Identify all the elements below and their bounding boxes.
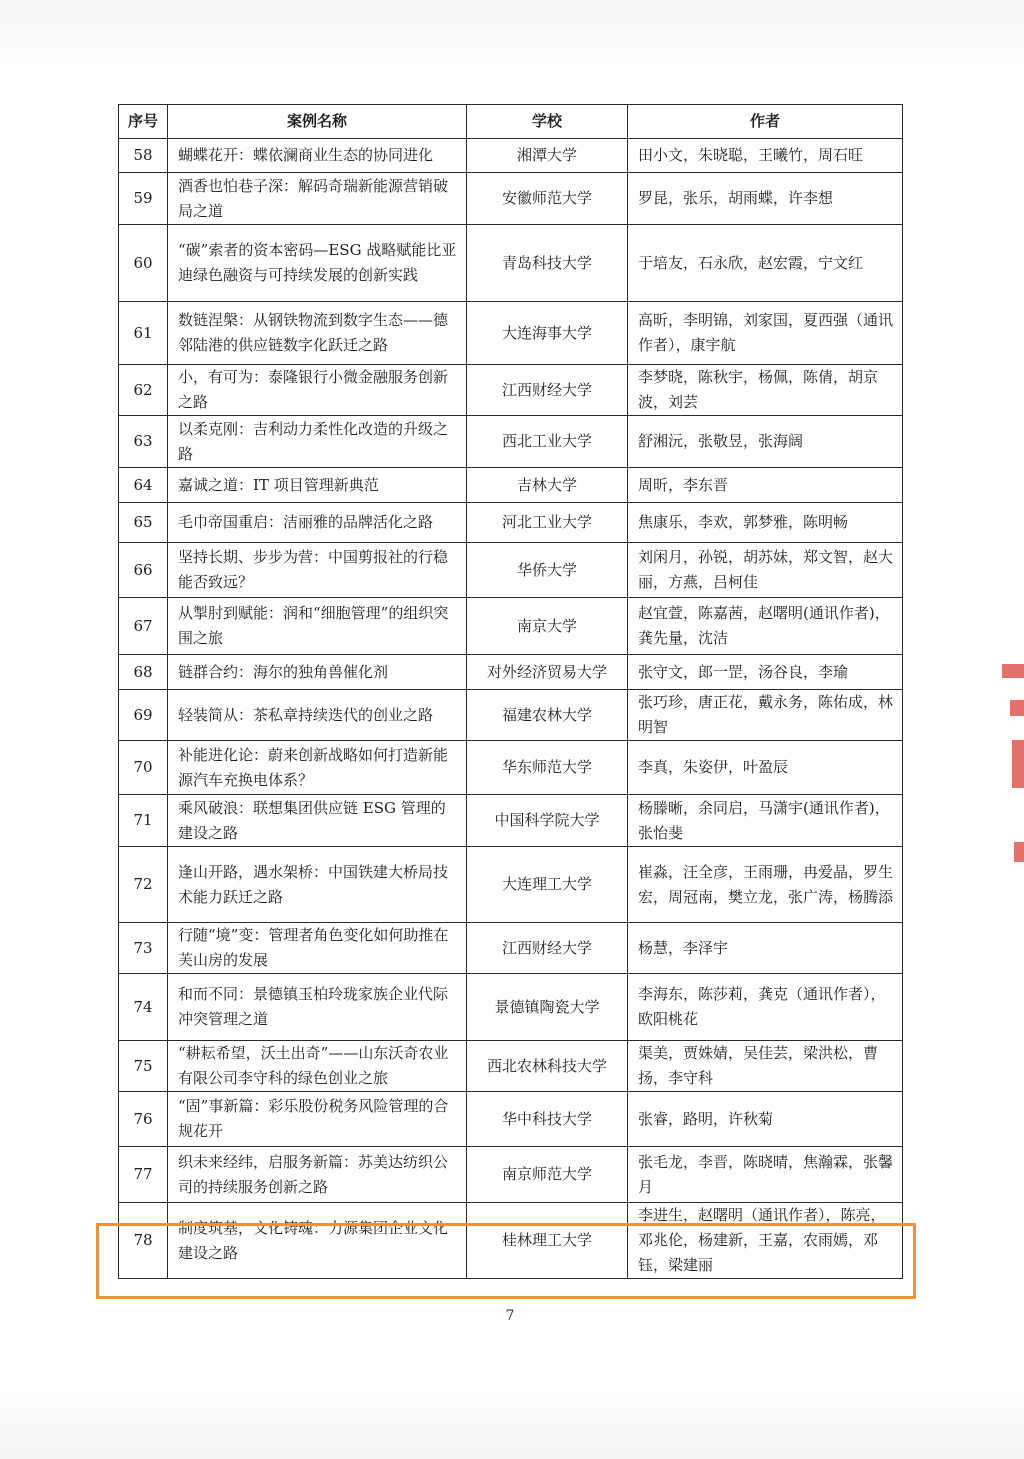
cell-authors: 周昕，李东晋 bbox=[628, 468, 903, 503]
cell-school: 华中科技大学 bbox=[467, 1092, 628, 1147]
cell-school: 河北工业大学 bbox=[467, 503, 628, 543]
cell-authors: 杨慧，李泽宇 bbox=[628, 923, 903, 974]
cell-no: 76 bbox=[119, 1092, 168, 1147]
cell-authors: 杨滕晰，余同启，马潇宇(通讯作者)，张怡斐 bbox=[628, 795, 903, 847]
cell-case-name: 蝴蝶花开：蝶依澜商业生态的协同进化 bbox=[168, 139, 467, 173]
table-row bbox=[119, 173, 903, 225]
cell-case-name: 和而不同：景德镇玉柏玲珑家族企业代际冲突管理之道 bbox=[168, 974, 467, 1041]
cell-case-name: 链群合约：海尔的独角兽催化剂 bbox=[168, 655, 467, 690]
cell-school: 华东师范大学 bbox=[467, 741, 628, 795]
cell-authors: 李进生，赵曙明（通讯作者），陈亮，邓兆伦，杨建新，王嘉，农雨嫣，邓钰，梁建丽 bbox=[628, 1203, 903, 1279]
cell-no: 73 bbox=[119, 923, 168, 974]
cell-no: 68 bbox=[119, 655, 168, 690]
cell-school: 福建农林大学 bbox=[467, 690, 628, 741]
cell-case-name: “耕耘希望，沃土出奇”——山东沃奇农业有限公司李守科的绿色创业之旅 bbox=[168, 1041, 467, 1092]
cell-school: 西北工业大学 bbox=[467, 416, 628, 468]
cell-school: 大连海事大学 bbox=[467, 302, 628, 365]
cell-no: 63 bbox=[119, 416, 168, 468]
table-row bbox=[119, 923, 903, 974]
cell-no: 61 bbox=[119, 302, 168, 365]
cell-no: 70 bbox=[119, 741, 168, 795]
cell-case-name: 逢山开路，遇水架桥：中国铁建大桥局技术能力跃迁之路 bbox=[168, 847, 467, 923]
cell-no: 58 bbox=[119, 139, 168, 173]
table-row bbox=[119, 468, 903, 503]
cell-school: 江西财经大学 bbox=[467, 923, 628, 974]
table-row bbox=[119, 302, 903, 365]
cell-authors: 赵宜萱，陈嘉茜，赵曙明(通讯作者)，龚先量，沈洁 bbox=[628, 598, 903, 655]
cell-case-name: 行随“境”变：管理者角色变化如何助推在芙山房的发展 bbox=[168, 923, 467, 974]
cell-authors: 于培友，石永欣，赵宏霞，宁文红 bbox=[628, 225, 903, 302]
cell-case-name: 以柔克刚：吉利动力柔性化改造的升级之路 bbox=[168, 416, 467, 468]
cell-no: 65 bbox=[119, 503, 168, 543]
cell-school: 安徽师范大学 bbox=[467, 173, 628, 225]
cell-school: 桂林理工大学 bbox=[467, 1203, 628, 1279]
header-school: 学校 bbox=[467, 105, 628, 139]
cell-authors: 李海东，陈莎莉，龚克（通讯作者），欧阳桃花 bbox=[628, 974, 903, 1041]
table-row bbox=[119, 225, 903, 302]
cell-no: 75 bbox=[119, 1041, 168, 1092]
cell-school: 西北农林科技大学 bbox=[467, 1041, 628, 1092]
cell-authors: 张睿，路明，许秋菊 bbox=[628, 1092, 903, 1147]
cell-no: 64 bbox=[119, 468, 168, 503]
cell-no: 67 bbox=[119, 598, 168, 655]
cell-school: 中国科学院大学 bbox=[467, 795, 628, 847]
cell-no: 77 bbox=[119, 1147, 168, 1203]
cell-case-name: 酒香也怕巷子深：解码奇瑞新能源营销破局之道 bbox=[168, 173, 467, 225]
cell-school: 景德镇陶瓷大学 bbox=[467, 974, 628, 1041]
cell-case-name: 乘风破浪：联想集团供应链 ESG 管理的建设之路 bbox=[168, 795, 467, 847]
cell-school: 吉林大学 bbox=[467, 468, 628, 503]
cell-school: 南京大学 bbox=[467, 598, 628, 655]
cell-no: 72 bbox=[119, 847, 168, 923]
red-stamp-edge-mark bbox=[1002, 664, 1024, 678]
table-row bbox=[119, 1147, 903, 1203]
cell-no: 71 bbox=[119, 795, 168, 847]
cell-school: 江西财经大学 bbox=[467, 365, 628, 416]
cell-school: 青岛科技大学 bbox=[467, 225, 628, 302]
case-list-table bbox=[118, 104, 903, 1279]
cell-authors: 高昕，李明锦，刘家国，夏西强（通讯作者），康宇航 bbox=[628, 302, 903, 365]
cell-authors: 罗昆，张乐，胡雨蝶，许李想 bbox=[628, 173, 903, 225]
table-row bbox=[119, 795, 903, 847]
red-stamp-edge-mark bbox=[1012, 740, 1024, 788]
table-row bbox=[119, 1203, 903, 1279]
red-stamp-edge-mark bbox=[1014, 842, 1024, 862]
cell-authors: 李梦晓，陈秋宇，杨佩，陈倩，胡京波，刘芸 bbox=[628, 365, 903, 416]
cell-school: 对外经济贸易大学 bbox=[467, 655, 628, 690]
table-row bbox=[119, 139, 903, 173]
cell-case-name: 从掣肘到赋能：润和“细胞管理”的组织突围之旅 bbox=[168, 598, 467, 655]
cell-case-name: 小，有可为：泰隆银行小微金融服务创新之路 bbox=[168, 365, 467, 416]
cell-authors: 田小文，朱晓聪，王曦竹，周石旺 bbox=[628, 139, 903, 173]
cell-authors: 崔淼，汪全彦，王雨珊，冉爱晶，罗生宏，周冠南，樊立龙，张广涛，杨腾添 bbox=[628, 847, 903, 923]
header-case-name: 案例名称 bbox=[168, 105, 467, 139]
cell-school: 湘潭大学 bbox=[467, 139, 628, 173]
cell-authors: 李真，朱姿伊，叶盈辰 bbox=[628, 741, 903, 795]
table-row bbox=[119, 1092, 903, 1147]
cell-authors: 张巧珍，唐正花，戴永务，陈佑成，林明智 bbox=[628, 690, 903, 741]
cell-case-name: “固”事新篇：彩乐股份税务风险管理的合规花开 bbox=[168, 1092, 467, 1147]
case-list-table-container bbox=[118, 104, 902, 1279]
table-header-row bbox=[119, 105, 903, 139]
cell-school: 华侨大学 bbox=[467, 543, 628, 598]
header-no: 序号 bbox=[119, 105, 168, 139]
cell-case-name: 制度筑基，文化铸魂：力源集团企业文化建设之路 bbox=[168, 1203, 467, 1279]
cell-case-name: 数链涅槃：从钢铁物流到数字生态——德邻陆港的供应链数字化跃迁之路 bbox=[168, 302, 467, 365]
cell-no: 62 bbox=[119, 365, 168, 416]
cell-no: 66 bbox=[119, 543, 168, 598]
table-row bbox=[119, 543, 903, 598]
cell-authors: 张毛龙，李晋，陈晓晴，焦瀚霖，张馨月 bbox=[628, 1147, 903, 1203]
table-row bbox=[119, 1041, 903, 1092]
cell-case-name: 毛巾帝国重启：洁丽雅的品牌活化之路 bbox=[168, 503, 467, 543]
cell-case-name: 轻装简从：茶私章持续迭代的创业之路 bbox=[168, 690, 467, 741]
table-row bbox=[119, 416, 903, 468]
red-stamp-edge-mark bbox=[1010, 700, 1024, 716]
page-number: 7 bbox=[505, 1308, 515, 1324]
cell-case-name: 补能进化论：蔚来创新战略如何打造新能源汽车充换电体系？ bbox=[168, 741, 467, 795]
table-row bbox=[119, 690, 903, 741]
cell-no: 60 bbox=[119, 225, 168, 302]
cell-authors: 舒湘沅，张敬昱，张海阔 bbox=[628, 416, 903, 468]
table-row bbox=[119, 974, 903, 1041]
cell-no: 74 bbox=[119, 974, 168, 1041]
cell-authors: 刘闲月，孙锐，胡苏妹，郑文智，赵大丽，方燕，吕柯佳 bbox=[628, 543, 903, 598]
header-authors: 作者 bbox=[628, 105, 903, 139]
cell-no: 69 bbox=[119, 690, 168, 741]
cell-case-name: 嘉诚之道：IT 项目管理新典范 bbox=[168, 468, 467, 503]
cell-no: 78 bbox=[119, 1203, 168, 1279]
table-row bbox=[119, 365, 903, 416]
table-row bbox=[119, 655, 903, 690]
cell-school: 大连理工大学 bbox=[467, 847, 628, 923]
cell-case-name: “碳”索者的资本密码—ESG 战略赋能比亚迪绿色融资与可持续发展的创新实践 bbox=[168, 225, 467, 302]
table-row bbox=[119, 598, 903, 655]
table-row bbox=[119, 503, 903, 543]
cell-no: 59 bbox=[119, 173, 168, 225]
cell-authors: 焦康乐，李欢，郭梦雅，陈明畅 bbox=[628, 503, 903, 543]
table-row bbox=[119, 741, 903, 795]
cell-case-name: 织未来经纬，启服务新篇：苏美达纺织公司的持续服务创新之路 bbox=[168, 1147, 467, 1203]
cell-school: 南京师范大学 bbox=[467, 1147, 628, 1203]
cell-authors: 渠美，贾姝婧，吴佳芸，梁洪松，曹扬，李守科 bbox=[628, 1041, 903, 1092]
table-row bbox=[119, 847, 903, 923]
cell-authors: 张守文，郎一罡，汤谷良，李瑜 bbox=[628, 655, 903, 690]
cell-case-name: 坚持长期、步步为营：中国剪报社的行稳能否致远？ bbox=[168, 543, 467, 598]
